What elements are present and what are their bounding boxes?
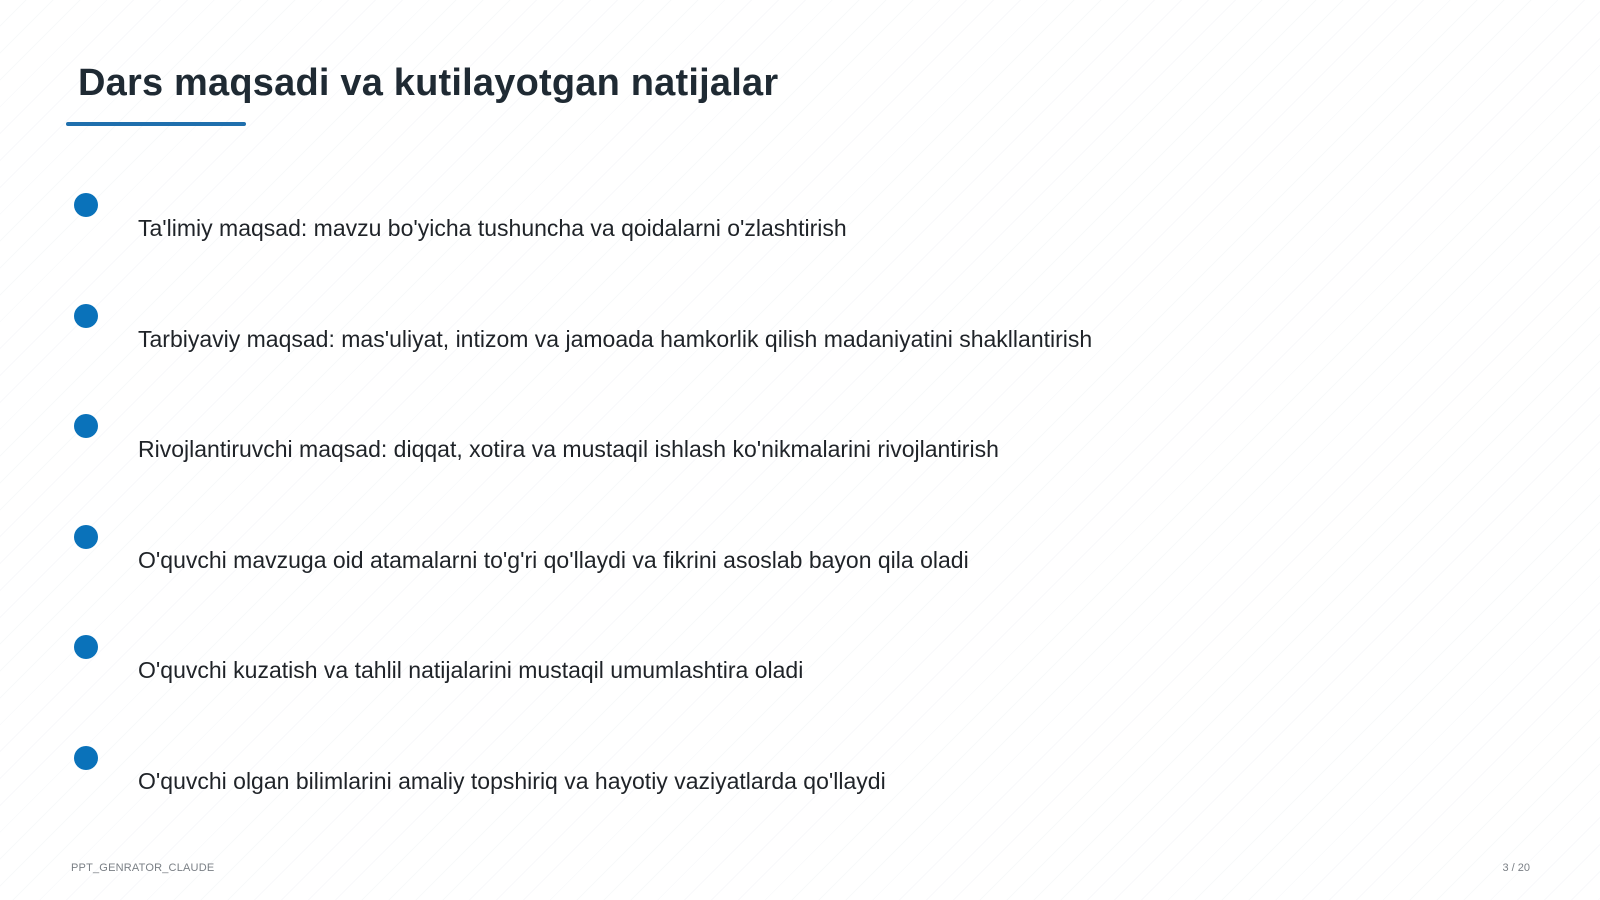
bullet-dot-icon [74, 635, 98, 659]
bullet-dot-icon [74, 746, 98, 770]
bullet-item [74, 304, 1374, 364]
bullet-dot-icon [74, 304, 98, 328]
bullet-dot-icon [74, 414, 98, 438]
bullet-text: Rivojlantiruvchi maqsad: diqqat, xotira va mustaqil ishlash ko'nikmalarini rivojlantirish [138, 436, 999, 462]
footer-brand: PPT_GENRATOR_CLAUDE [71, 862, 215, 874]
bullet-dot-icon [74, 525, 98, 549]
bullet-dot-icon [74, 193, 98, 217]
bullet-item [74, 193, 1374, 253]
slide-title: Dars maqsadi va kutilayotgan natijalar [78, 62, 779, 104]
bullet-text: Tarbiyaviy maqsad: mas'uliyat, intizom va jamoada hamkorlik qilish madaniyatini shakllantirish [138, 326, 1093, 352]
bullet-text: O'quvchi olgan bilimlarini amaliy topshiriq va hayotiy vaziyatlarda qo'llaydi [138, 768, 886, 794]
bullet-item [74, 746, 1374, 806]
bullet-text: O'quvchi kuzatish va tahlil natijalarini mustaqil umumlashtira oladi [138, 657, 804, 683]
bullet-item [74, 525, 1374, 585]
bullet-text: O'quvchi mavzuga oid atamalarni to'g'ri qo'llaydi va fikrini asoslab bayon qila oladi [138, 547, 969, 573]
page-indicator: 3 / 20 [1502, 862, 1530, 874]
bullet-item [74, 635, 1374, 695]
bullet-item [74, 414, 1374, 474]
bullet-text: Ta'limiy maqsad: mavzu bo'yicha tushuncha va qoidalarni o'zlashtirish [138, 215, 847, 241]
